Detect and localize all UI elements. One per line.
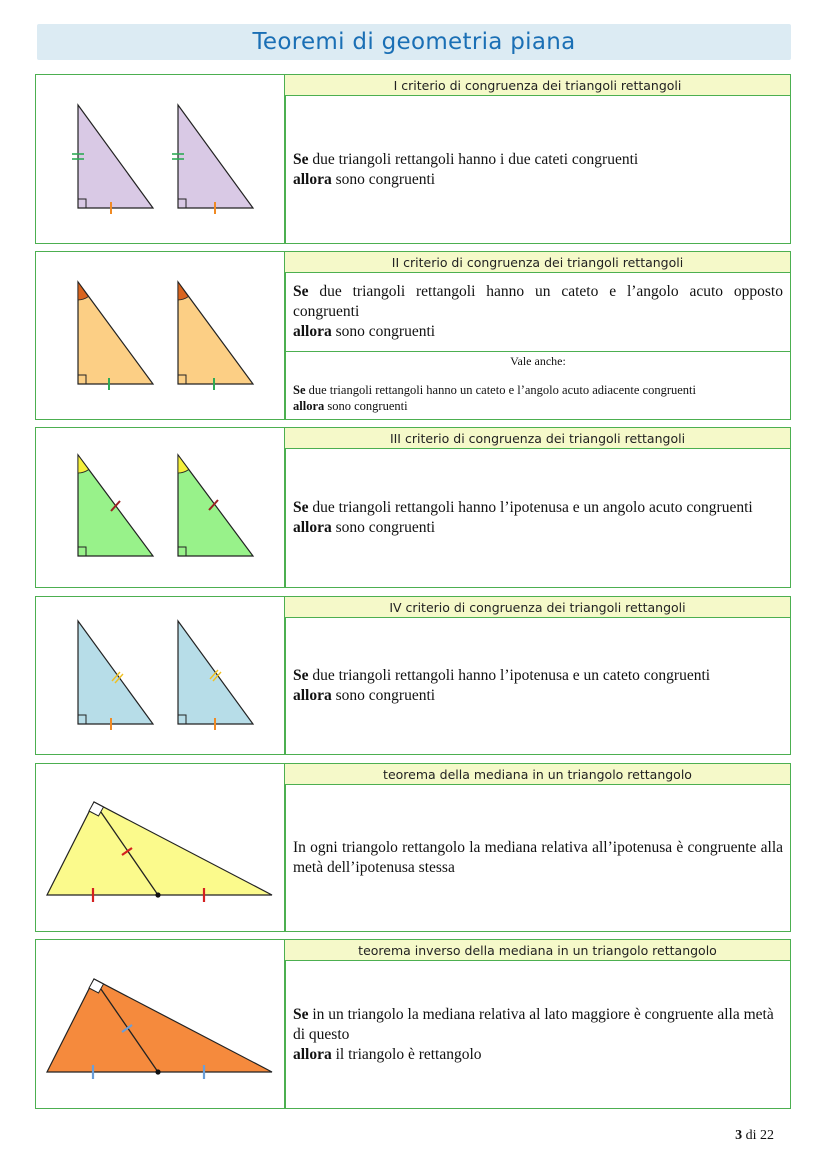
theorem-header: II criterio di congruenza dei triangoli rettangoli: [285, 252, 790, 273]
theorem-body: [285, 785, 790, 931]
if-clause: in un triangolo la mediana relativa al lato maggiore è congruente alla metà di questo: [293, 1005, 774, 1043]
theorem-header: teorema inverso della mediana in un triangolo rettangolo: [285, 940, 790, 961]
theorem-header: IV criterio di congruenza dei triangoli rettangoli: [285, 597, 790, 618]
also-valid-box: [285, 351, 790, 419]
then-clause: sono congruenti: [331, 323, 436, 340]
theorem-header: I criterio di congruenza dei triangoli rettangoli: [285, 75, 790, 96]
if-keyword: Se: [293, 499, 309, 516]
two-right-triangles-leg-opposite-angle-icon: [36, 252, 284, 419]
page-separator: di: [745, 1128, 757, 1143]
theorem-section-2: [35, 251, 791, 420]
figure-panel: [36, 75, 286, 243]
theorem-section-1: [35, 74, 791, 244]
theorem-body: [285, 961, 790, 1108]
two-right-triangles-legs-icon: [36, 75, 284, 243]
median-right-triangle-icon: [36, 764, 284, 931]
figure-panel: [36, 252, 286, 419]
inverse-median-triangle-icon: [36, 940, 284, 1108]
figure-panel: [36, 764, 286, 931]
then-clause: il triangolo è rettangolo: [331, 1045, 482, 1063]
then-clause: sono congruenti: [324, 399, 408, 413]
if-keyword: Se: [293, 150, 309, 168]
theorem-section-5: [35, 763, 791, 932]
then-clause: sono congruenti: [331, 687, 436, 704]
theorem-text-panel: [285, 597, 790, 754]
page-number: [735, 1128, 774, 1144]
theorem-header: III criterio di congruenza dei triangoli rettangoli: [285, 428, 790, 449]
then-keyword: allora: [293, 170, 332, 188]
if-clause: due triangoli rettangoli hanno l’ipotenusa e un angolo acuto congruenti: [308, 499, 753, 516]
theorem-body: [285, 618, 790, 754]
then-keyword: allora: [293, 1045, 332, 1063]
then-clause: sono congruenti: [331, 170, 436, 188]
theorem-statement: In ogni triangolo rettangolo la mediana relativa all’ipotenusa è congruente alla metà dell’ipotenusa stessa: [293, 839, 783, 876]
theorem-section-3: [35, 427, 791, 588]
then-keyword: allora: [293, 323, 332, 340]
if-clause: due triangoli rettangoli hanno un cateto e l’angolo acuto opposto congruenti: [293, 283, 783, 320]
two-right-triangles-hypotenuse-angle-icon: [36, 428, 284, 587]
if-clause: due triangoli rettangoli hanno l’ipotenusa e un cateto congruenti: [308, 667, 711, 684]
if-keyword: Se: [293, 283, 309, 300]
figure-panel: [36, 597, 286, 754]
theorem-text-panel: [285, 75, 790, 243]
title-bar: [37, 24, 791, 60]
theorem-body: [285, 96, 790, 243]
theorem-body: [285, 449, 790, 587]
theorem-text-panel: [285, 428, 790, 587]
then-keyword: allora: [293, 399, 325, 413]
theorem-text-panel: [285, 252, 790, 419]
theorem-header: teorema della mediana in un triangolo rettangolo: [285, 764, 790, 785]
theorem-section-4: [35, 596, 791, 755]
figure-panel: [36, 940, 286, 1108]
if-clause: due triangoli rettangoli hanno i due cateti congruenti: [308, 150, 639, 168]
then-clause: sono congruenti: [331, 519, 436, 536]
two-right-triangles-hypotenuse-leg-icon: [36, 597, 284, 754]
theorem-section-6: [35, 939, 791, 1109]
if-keyword: Se: [293, 1005, 309, 1023]
if-clause: due triangoli rettangoli hanno un cateto e l’angolo acuto adiacente congruenti: [305, 383, 696, 397]
then-keyword: allora: [293, 519, 332, 536]
page-title: Teoremi di geometria piana: [252, 29, 576, 55]
figure-panel: [36, 428, 286, 587]
theorem-body: [285, 273, 790, 351]
current-page: 3: [735, 1128, 743, 1143]
then-keyword: allora: [293, 687, 332, 704]
theorem-text-panel: [285, 940, 790, 1108]
also-caption: Vale anche:: [510, 354, 566, 368]
if-keyword: Se: [293, 383, 306, 397]
theorem-text-panel: [285, 764, 790, 931]
if-keyword: Se: [293, 667, 309, 684]
total-pages: 22: [760, 1128, 774, 1143]
